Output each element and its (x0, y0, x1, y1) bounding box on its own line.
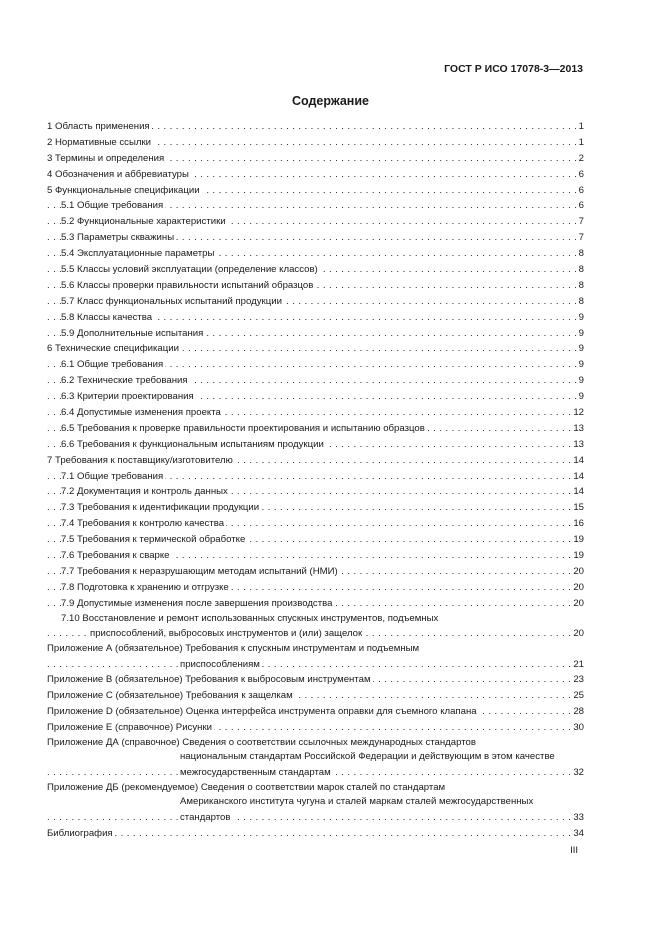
toc-entry-page: 6 (577, 183, 584, 199)
toc-entry[interactable] (47, 612, 584, 642)
toc-entry[interactable] (47, 198, 584, 214)
toc-entry-page: 15 (571, 500, 584, 516)
toc-entry-page: 1 (577, 119, 584, 135)
toc-entry-page: 8 (577, 246, 584, 262)
toc-entry-title: стандартов (180, 810, 233, 826)
toc-entry-title: 7 Требования к поставщику/изготовителю (47, 454, 233, 466)
toc-entry-title: Приложение В (обязательное) Требования к выбросовым инструментам (47, 674, 371, 686)
toc-entry[interactable] (47, 357, 584, 373)
toc-entry-page: 32 (571, 765, 584, 781)
toc-entry[interactable] (47, 642, 584, 672)
toc-entry-title: 7.2 Документация и контроль данных (61, 486, 228, 498)
toc-entry-page: 8 (577, 262, 584, 278)
toc-entry[interactable] (47, 781, 584, 826)
toc-entry-page: 19 (571, 532, 584, 548)
toc-entry-page: 13 (571, 421, 584, 437)
toc-entry-title: 1 Область применения (47, 121, 150, 132)
toc-entry-page: 9 (577, 373, 584, 389)
toc-entry[interactable] (47, 548, 584, 564)
toc-entry-page: 6 (577, 198, 584, 214)
toc-entry-title: 7.7 Требования к неразрушающим методам испытаний (НМИ) (61, 565, 338, 577)
toc-entry[interactable] (47, 151, 584, 167)
toc-entry-title: Приложение С (обязательное) Требования к защелкам (47, 690, 293, 702)
toc-entry[interactable] (47, 183, 584, 199)
toc-entry-title: 7.9 Допустимые изменения после завершения производства (61, 597, 333, 609)
toc-entry-title: Приложение А (обязательное) Требования к спускным инструментам и подъемным (47, 642, 421, 657)
page-title: Содержание (291, 94, 369, 108)
toc-entry[interactable] (47, 326, 584, 342)
toc-entry-page: 20 (571, 580, 584, 596)
toc-entry-title: 6.4 Допустимые изменения проекта (61, 407, 221, 419)
toc-entry-page: 6 (577, 167, 584, 183)
toc-entry-title: 6.2 Технические требования (61, 375, 188, 387)
toc-entry-page: 8 (577, 278, 584, 294)
toc-entry-page: 28 (571, 704, 584, 720)
toc-entry-title: 6 Технические спецификации (47, 343, 179, 355)
toc-entry[interactable] (47, 688, 584, 704)
toc-entry[interactable] (47, 532, 584, 548)
toc-entry-title: 5.9 Дополнительные испытания (61, 327, 204, 339)
toc-entry-title: Библиография (47, 827, 113, 839)
toc-entry-title: приспособлениям (180, 657, 262, 673)
toc-entry-page: 21 (571, 657, 584, 673)
toc-entry[interactable] (47, 672, 584, 688)
toc-entry-page: 9 (577, 389, 584, 405)
toc-entry-page: 1 (577, 135, 584, 151)
toc-entry-page: 12 (571, 405, 584, 421)
toc-entry[interactable] (47, 119, 584, 135)
toc-entry-page: 13 (571, 437, 584, 453)
toc-entry-title: 5 Функциональные спецификации (47, 184, 200, 196)
toc-entry-title: 6.5 Требования к проверке правильности проектирования и испытанию образцов (61, 422, 425, 434)
toc-entry-page: 14 (571, 453, 584, 469)
toc-entry[interactable] (47, 230, 584, 246)
toc-entry[interactable] (47, 437, 584, 453)
toc-entry[interactable] (47, 341, 584, 357)
toc-entry-title: 6.3 Критерии проектирования (61, 391, 194, 403)
toc-entry[interactable] (47, 310, 584, 326)
toc-entry[interactable] (47, 596, 584, 612)
toc-entry-title: 5.5 Классы условий эксплуатации (определение классов) (61, 264, 318, 276)
toc-entry-page: 19 (571, 548, 584, 564)
toc-entry-title: 7.3 Требования к идентификации продукции (61, 502, 260, 514)
toc-entry-page: 20 (571, 564, 584, 580)
toc-entry-title: 5.3 Параметры скважины (61, 232, 175, 244)
toc-entry-title: Американского института чугуна и сталей маркам сталей межгосударственных (180, 795, 535, 810)
toc-entry[interactable] (47, 453, 584, 469)
toc-entry-page: 23 (571, 672, 584, 688)
toc-entry-title: приспособлений, выбросовых инструментов и (или) защелок (90, 626, 364, 642)
toc-entry[interactable] (47, 826, 584, 842)
toc-entry-title: Приложение ДБ (рекомендуемое) Сведения о соответствии марок сталей по стандартам (47, 781, 447, 796)
toc-entry[interactable] (47, 484, 584, 500)
page-number: III (570, 845, 578, 856)
toc-entry-page: 9 (577, 357, 584, 373)
toc-entry-title: 7.1 Общие требования (61, 470, 164, 482)
toc-entry[interactable] (47, 580, 584, 596)
toc-entry-page: 9 (577, 310, 584, 326)
toc-entry-page: 8 (577, 294, 584, 310)
document-header: ГОСТ Р ИСО 17078-3—2013 (444, 63, 583, 75)
toc-entry[interactable] (47, 262, 584, 278)
toc-entry-title: национальным стандартам Российской Федерации и действующим в этом качестве (180, 750, 557, 765)
toc-entry-title: Приложение Е (справочное) Рисунки (47, 722, 213, 734)
toc-entry[interactable] (47, 373, 584, 389)
toc-entry-page: 34 (571, 826, 584, 842)
toc-entry-title: 5.1 Общие требования (61, 200, 164, 212)
toc-entry[interactable] (47, 516, 584, 532)
toc-entry-title: 7.4 Требования к контролю качества (61, 518, 225, 530)
toc-entry-title: 4 Обозначения и аббревиатуры (47, 168, 189, 180)
toc-entry-page: 7 (577, 230, 584, 246)
toc-entry-title: 5.8 Классы качества (61, 311, 153, 323)
toc-entry[interactable] (47, 214, 584, 230)
toc-entry[interactable] (47, 421, 584, 437)
toc-entry-page: 9 (577, 341, 584, 357)
toc-entry-page: 25 (571, 688, 584, 704)
toc-entry-title: 5.2 Функциональные характеристики (61, 216, 226, 228)
toc-entry-title: 7.6 Требования к сварке (61, 550, 170, 562)
toc-entry[interactable] (47, 500, 584, 516)
toc-entry-page: 7 (577, 214, 584, 230)
toc-entry[interactable] (47, 736, 584, 781)
toc-entry-title: 7.10 Восстановление и ремонт использованных спускных инструментов, подъемных (61, 612, 440, 627)
toc-entry-title: 5.7 Класс функциональных испытаний продукции (61, 295, 282, 307)
toc-entry[interactable] (47, 389, 584, 405)
toc-entry[interactable] (47, 720, 584, 736)
toc-entry[interactable] (47, 135, 584, 151)
toc-entry-page: 33 (571, 810, 584, 826)
toc-entry-title: 5.6 Классы проверки правильности испытаний образцов (61, 279, 314, 291)
toc-entry[interactable] (47, 405, 584, 421)
toc-entry[interactable] (47, 246, 584, 262)
toc-entry[interactable] (47, 167, 584, 183)
toc-entry-title: 6.6 Требования к функциональным испытаниям продукции (61, 438, 324, 450)
toc-entry-page: 14 (571, 469, 584, 485)
toc-entry-page: 20 (571, 596, 584, 612)
toc-entry[interactable] (47, 278, 584, 294)
toc-entry-title: 2 Нормативные ссылки (47, 136, 152, 148)
toc-entry-title: 5.4 Эксплуатационные параметры (61, 248, 215, 260)
toc-entry-title: 3 Термины и определения (47, 152, 165, 164)
toc-entry-page: 30 (571, 720, 584, 736)
toc-entry[interactable] (47, 704, 584, 720)
table-of-contents (47, 119, 584, 842)
toc-entry-title: 6.1 Общие требования (61, 359, 164, 371)
toc-entry-title: 7.5 Требования к термической обработке (61, 534, 246, 546)
toc-entry[interactable] (47, 469, 584, 485)
toc-entry-page: 14 (571, 484, 584, 500)
toc-entry-page: 20 (571, 626, 584, 642)
toc-entry[interactable] (47, 564, 584, 580)
toc-entry-title: Приложение D (обязательное) Оценка интерфейса инструмента оправки для съемного клапана (47, 706, 477, 718)
toc-entry-title: Приложение ДА (справочное) Сведения о соответствии ссылочных международных стандартов (47, 736, 478, 751)
toc-entry-page: 9 (577, 326, 584, 342)
toc-entry-title: 7.8 Подготовка к хранению и отгрузке (61, 581, 229, 593)
toc-entry-page: 2 (577, 151, 584, 167)
toc-entry-title: межгосударственным стандартам (180, 765, 333, 781)
toc-entry[interactable] (47, 294, 584, 310)
toc-entry-page: 16 (571, 516, 584, 532)
